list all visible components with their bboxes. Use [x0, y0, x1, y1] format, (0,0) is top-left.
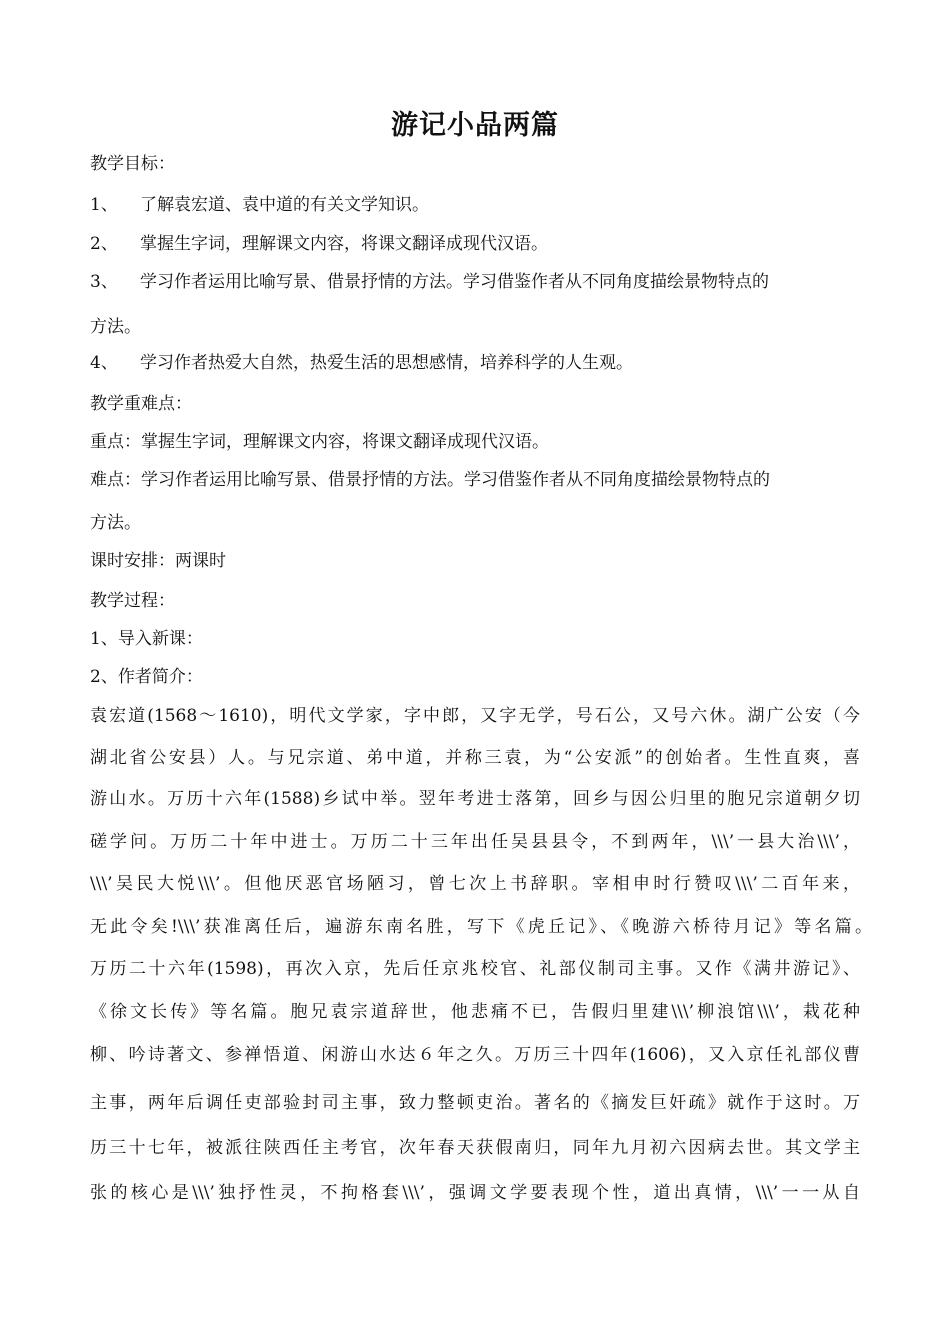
process-step-author: 2、作者简介：	[90, 667, 203, 687]
key-points-heading: 教学重难点：	[90, 394, 192, 414]
process-step-intro: 1、导入新课：	[90, 629, 203, 649]
bio-line: 湖北省公安县）人。与兄宗道、弟中道，并称三袁，为“公安派”的创始者。生性直爽，喜	[90, 748, 860, 768]
goal-item-4	[90, 351, 633, 375]
teaching-goals-heading: 教学目标：	[90, 154, 175, 174]
bio-line: 游山水。万历十六年(1588)乡试中举。翌年考进士落第，回乡与因公归里的胞兄宗道朝夕切	[90, 789, 860, 809]
class-schedule: 课时安排：两课时	[90, 551, 226, 571]
bio-line: 万历二十六年(1598)，再次入京，先后任京兆校官、礼部仪制司主事。又作《满井游记》、	[90, 959, 860, 979]
bio-line: \\\’吴民大悦\\\’。但他厌恶官场陋习，曾七次上书辞职。宰相申时行赞叹\\\’二百年来，	[90, 874, 860, 894]
bio-line: 袁宏道(1568～1610)，明代文学家，字中郎，又字无学，号石公，又号六休。湖广公安（今	[90, 706, 860, 726]
goal-item-3-continuation: 方法。	[90, 317, 141, 337]
document-title: 游记小品两篇	[391, 110, 559, 141]
goal-text: 掌握生字词，理解课文内容，将课文翻译成现代汉语。	[140, 234, 548, 254]
bio-line: 张的核心是\\\’独抒性灵，不拘格套\\\’，强调文学要表现个性，道出真情，\\\’一一从自	[90, 1183, 860, 1203]
goal-item-1	[90, 193, 429, 217]
goal-number: 2、	[90, 234, 118, 254]
goal-item-2	[90, 232, 548, 256]
bio-line: 柳、吟诗著文、参禅悟道、闲游山水达６年之久。万历三十四年(1606)，又入京任礼部仪曹	[90, 1045, 860, 1065]
bio-line: 无此令矣!\\\’获准离任后，遍游东南名胜，写下《虎丘记》、《晚游六桥待月记》等名篇。	[90, 917, 872, 937]
goal-text: 学习作者运用比喻写景、借景抒情的方法。学习借鉴作者从不同角度描绘景物特点的	[140, 272, 769, 292]
bio-line: 主事，两年后调任吏部验封司主事，致力整顿吏治。著名的《摘发巨奸疏》就作于这时。万	[90, 1093, 860, 1113]
process-heading: 教学过程：	[90, 591, 175, 611]
key-point-focus: 重点：掌握生字词，理解课文内容，将课文翻译成现代汉语。	[90, 432, 549, 452]
key-point-difficulty: 难点：学习作者运用比喻写景、借景抒情的方法。学习借鉴作者从不同角度描绘景物特点的	[90, 470, 770, 490]
bio-line: 历三十七年，被派往陕西任主考官，次年春天获假南归，同年九月初六因病去世。其文学主	[90, 1138, 860, 1158]
key-point-difficulty-continuation: 方法。	[90, 513, 141, 533]
goal-item-3	[90, 270, 769, 294]
bio-line: 《徐文长传》等名篇。胞兄袁宗道辞世，他悲痛不已，告假归里建\\\’柳浪馆\\\’，栽花种	[90, 1002, 860, 1022]
goal-number: 4、	[90, 353, 118, 373]
goal-number: 3、	[90, 272, 118, 292]
goal-text: 了解袁宏道、袁中道的有关文学知识。	[140, 195, 429, 215]
goal-number: 1、	[90, 195, 118, 215]
goal-text: 学习作者热爱大自然，热爱生活的思想感情，培养科学的人生观。	[140, 353, 633, 373]
bio-line: 磋学问。万历二十年中进士。万历二十三年出任吴县县令，不到两年，\\\’一县大治\\\’，	[90, 832, 860, 852]
